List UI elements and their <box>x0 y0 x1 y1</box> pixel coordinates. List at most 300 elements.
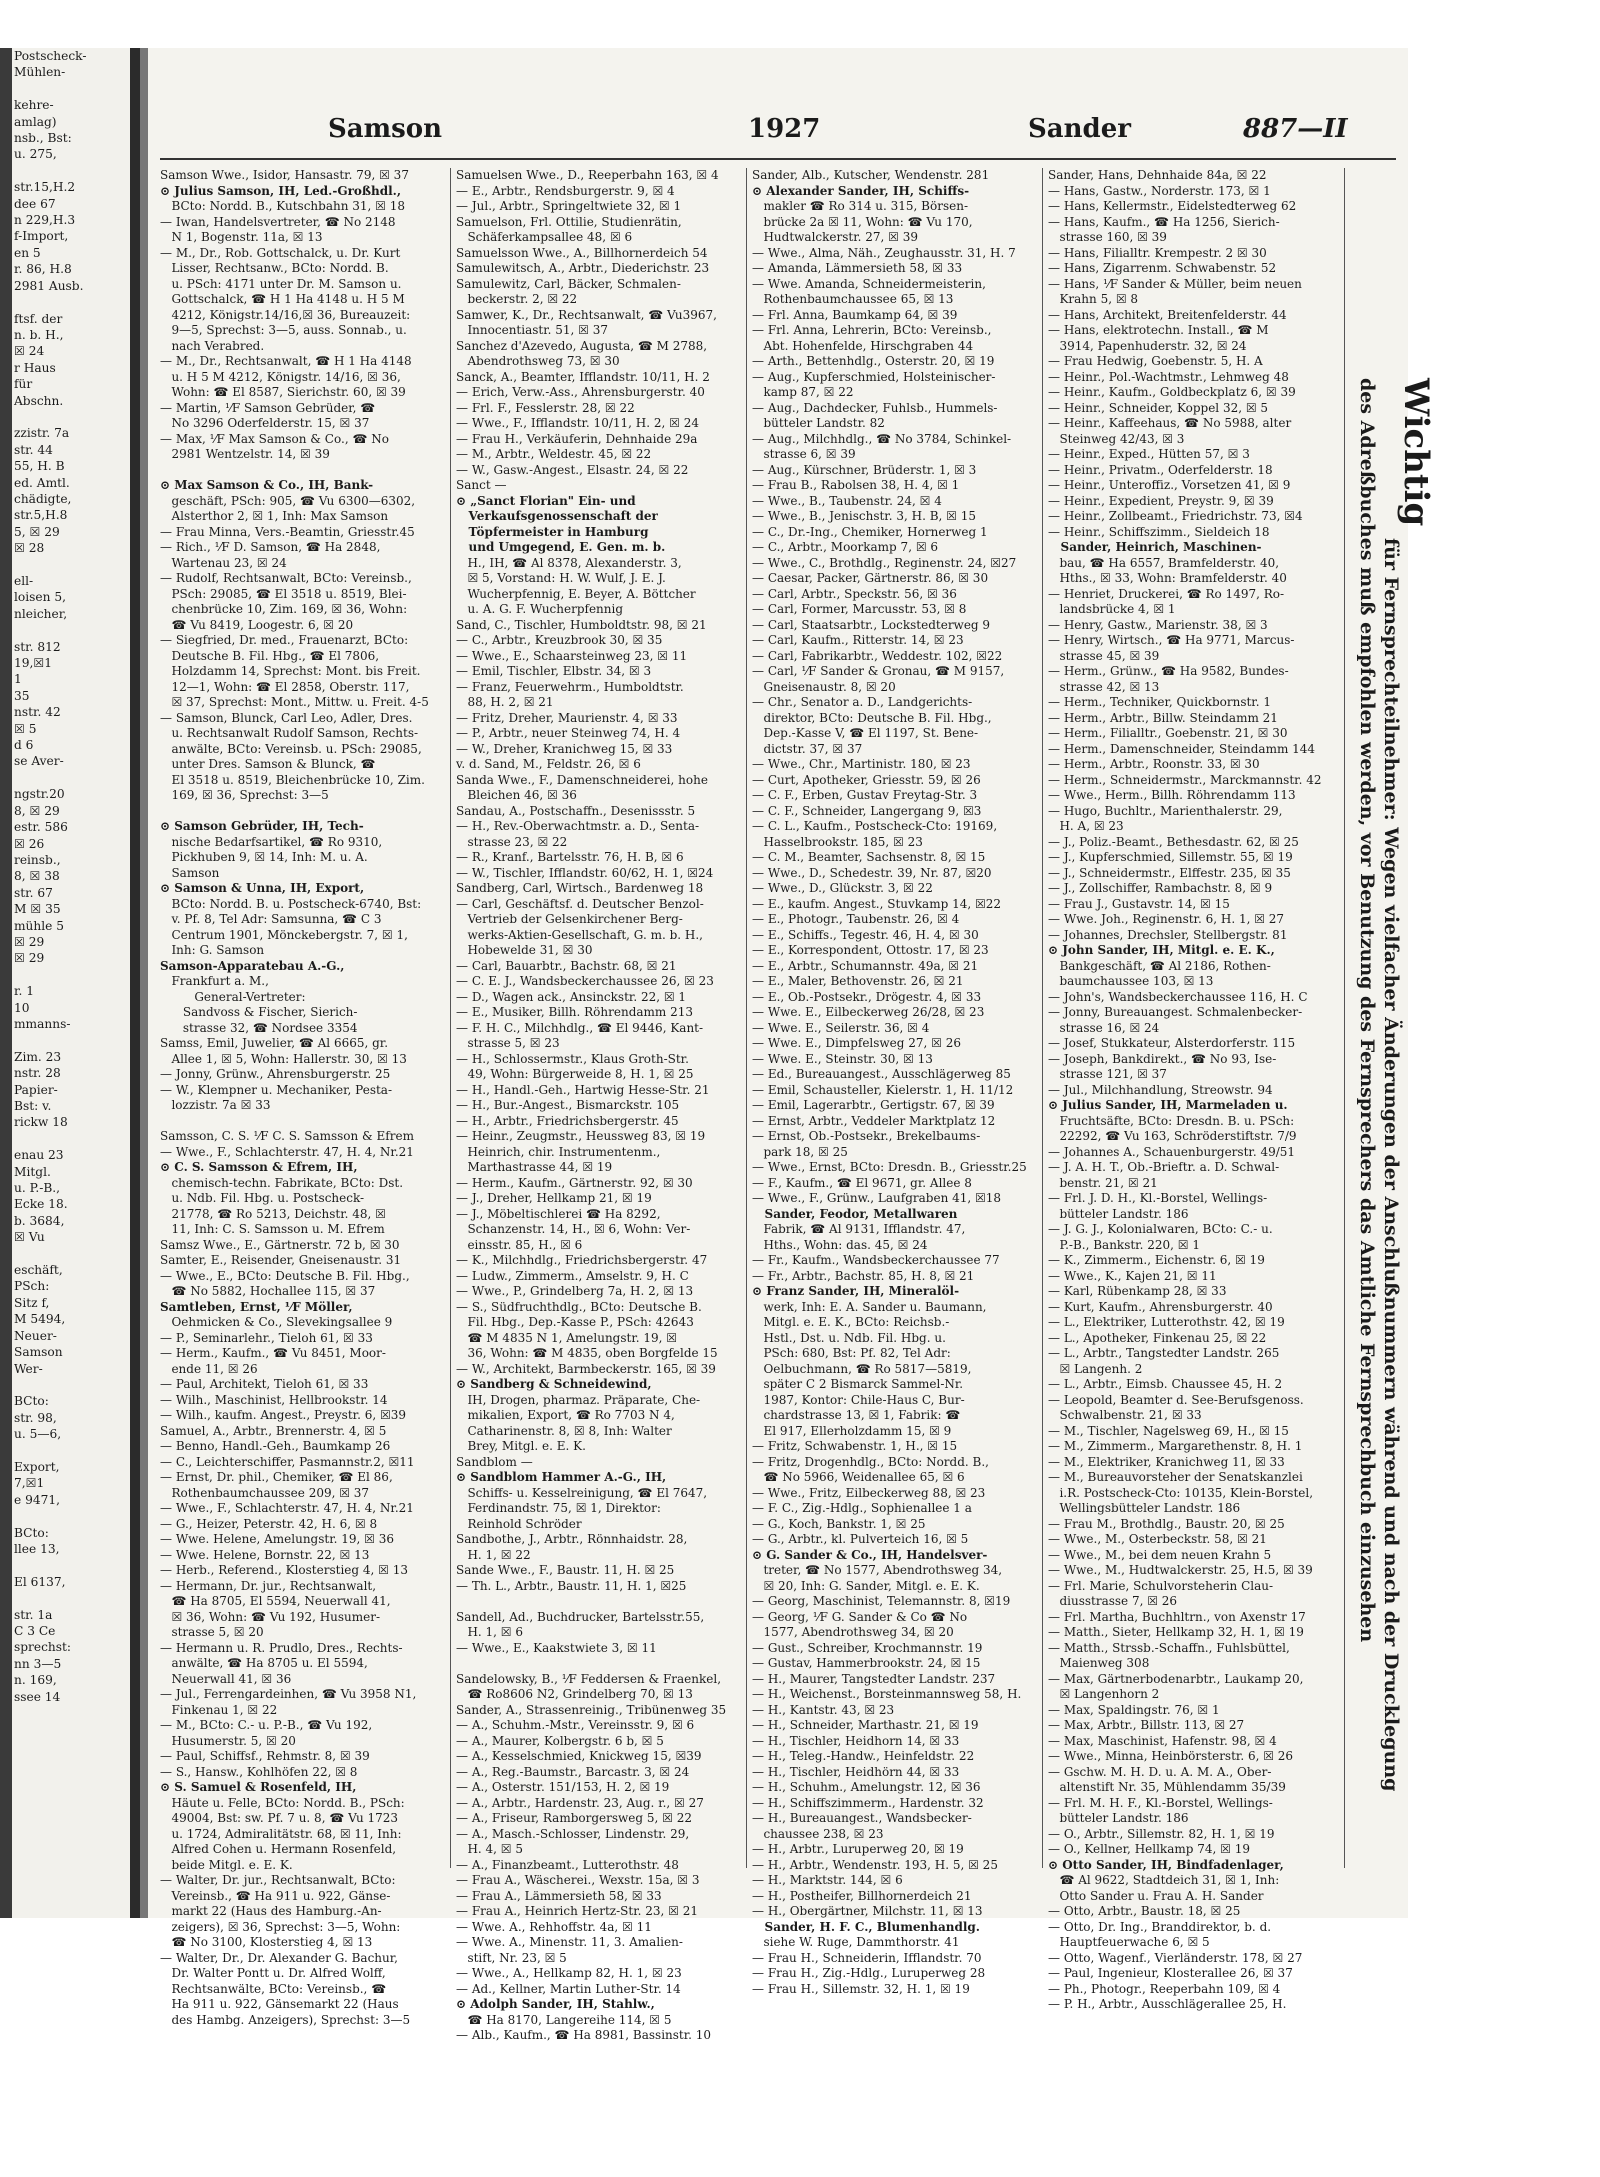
fragment-line: r. 86, H.8 <box>14 262 72 277</box>
directory-entry: Abt. Hohenfelde, Hirschgraben 44 <box>752 338 974 353</box>
fragment-line: Wer- <box>14 1361 43 1376</box>
directory-entry: — Caesar, Packer, Gärtnerstr. 86, ☒ 30 <box>752 571 989 585</box>
directory-entry: beide Mitgl. e. E. K. <box>160 1857 293 1872</box>
directory-entry: Sander, H. F. C., Blumenhandlg. <box>752 1919 980 1934</box>
directory-entry: Verkaufsgenossenschaft der <box>456 509 658 523</box>
directory-entry: Sandbothe, J., Arbtr., Rönnhaidstr. 28, <box>456 1532 688 1546</box>
directory-entry: — F. C., Zig.-Hdlg., Sophienallee 1 a <box>752 1501 972 1515</box>
fragment-line <box>12 294 130 310</box>
directory-entry: strasse 45, ☒ 39 <box>1048 648 1160 663</box>
fragment-line: ☒ 24 <box>14 344 45 359</box>
directory-entry: — Heinr., Zeugmstr., Heussweg 83, ☒ 19 <box>456 1129 706 1143</box>
fragment-line: r Haus <box>14 360 56 375</box>
directory-entry: — C. L., Kaufm., Postscheck-Cto: 19169, <box>752 819 998 833</box>
column-1 <box>160 168 445 2027</box>
directory-entry: Häute u. Felle, BCto: Nordd. B., PSch: <box>160 1795 405 1810</box>
directory-entry: — Wwe., E., Kaakstwiete 3, ☒ 11 <box>456 1640 657 1655</box>
fragment-line <box>12 622 130 638</box>
directory-entry: Holzdamm 14, Sprechst: Mont. bis Freit. <box>160 664 421 678</box>
directory-entry: — Jonny, Bureauangest. Schmalenbecker- <box>1048 1005 1303 1019</box>
fragment-line <box>12 81 130 97</box>
directory-entry: bütteler Landstr. 186 <box>1048 1811 1189 1825</box>
directory-entry: — H., Weichenst., Borsteinmannsweg 58, H. <box>752 1687 1022 1701</box>
directory-entry: — H., Schneider, Marthastr. 21, ☒ 19 <box>752 1718 979 1732</box>
directory-entry: 3914, Papenhuderstr. 32, ☒ 24 <box>1048 338 1247 353</box>
directory-entry: v. d. Sand, M., Feldstr. 26, ☒ 6 <box>456 757 641 771</box>
sidebar-notice <box>1358 378 1448 1878</box>
fragment-line: PSch: <box>14 1279 50 1294</box>
directory-entry: ⊙ Julius Sander, IH, Marmeladen u. <box>1048 1098 1288 1112</box>
directory-entry: Maienweg 308 <box>1048 1656 1150 1670</box>
directory-entry: — Hans, Gastw., Norderstr. 173, ☒ 1 <box>1048 183 1271 198</box>
directory-entry: Hths., ☒ 33, Wohn: Bramfelderstr. 40 <box>1048 571 1287 585</box>
fragment-line <box>12 1377 130 1393</box>
directory-entry: ☎ No 5966, Weidenallee 65, ☒ 6 <box>752 1470 965 1484</box>
directory-entry: Reinhold Schröder <box>456 1516 582 1531</box>
directory-entry: später C 2 Bismarck Sammel-Nr. <box>752 1377 964 1391</box>
directory-entry: Steinweg 42/43, ☒ 3 <box>1048 431 1185 446</box>
directory-entry: Sander, Hans, Dehnhaide 84a, ☒ 22 <box>1048 168 1267 182</box>
fragment-line: ☒ 28 <box>14 541 45 556</box>
directory-entry: — Hans, ⅟F Sander & Müller, beim neuen <box>1048 276 1302 291</box>
fragment-line: nstr. 42 <box>14 705 61 720</box>
directory-entry: — A., Kesselschmied, Knickweg 15, ☒39 <box>456 1749 702 1763</box>
fragment-line: 7,☒1 <box>14 1476 45 1491</box>
directory-entry: Rechtsanwälte, BCto: Vereinsb., ☎ <box>160 1981 387 1996</box>
header-last-name: Sander <box>1028 114 1131 144</box>
directory-entry: — Karl, Rübenkamp 28, ☒ 33 <box>1048 1284 1227 1298</box>
directory-entry: — J., Dreher, Hellkamp 21, ☒ 19 <box>456 1191 652 1205</box>
directory-entry: — L., Apotheker, Finkenau 25, ☒ 22 <box>1048 1330 1267 1345</box>
directory-entry: ⊙ „Sanct Florian" Ein- und <box>456 493 636 508</box>
directory-entry: — C. F., Erben, Gustav Freytag-Str. 3 <box>752 788 978 802</box>
directory-entry: Neuerwall 41, ☒ 36 <box>160 1671 292 1686</box>
directory-entry: IH, Drogen, pharmaz. Präparate, Che- <box>456 1392 701 1407</box>
directory-entry: — Frau H., Verkäuferin, Dehnhaide 29a <box>456 431 698 446</box>
directory-entry: — Amanda, Lämmersieth 58, ☒ 33 <box>752 261 963 275</box>
directory-entry: — Frl. Martha, Buchhltrn., von Axenstr 17 <box>1048 1609 1306 1624</box>
fragment-line: 19,☒1 <box>14 656 53 671</box>
directory-entry: — E., Korrespondent, Ottostr. 17, ☒ 23 <box>752 943 989 957</box>
fragment-line: El 6137, <box>14 1574 66 1589</box>
directory-entry: mikalien, Export, ☎ Ro 7703 N 4, <box>456 1408 675 1422</box>
directory-entry: — Wwe., B., Taubenstr. 24, ☒ 4 <box>752 493 942 508</box>
directory-entry: strasse 23, ☒ 22 <box>456 834 568 849</box>
directory-entry: chardstrasse 13, ☒ 1, Fabrik: ☎ <box>752 1408 961 1422</box>
directory-entry: — A., Maurer, Kolbergstr. 6 b, ☒ 5 <box>456 1733 664 1748</box>
directory-entry: benstr. 21, ☒ 21 <box>1048 1175 1158 1190</box>
directory-entry: ☒ 5, Vorstand: H. W. Wulf, J. E. J. <box>456 571 666 585</box>
directory-entry: Sander, Heinrich, Maschinen- <box>1048 540 1262 554</box>
fragment-line: Bst: v. <box>14 1099 52 1113</box>
directory-entry: — G., Arbtr., kl. Pulverteich 16, ☒ 5 <box>752 1532 969 1546</box>
directory-entry: 169, ☒ 36, Sprechst: 3—5 <box>160 788 329 802</box>
directory-entry: N 1, Bogenstr. 11a, ☒ 13 <box>160 230 323 244</box>
directory-entry: strasse 121, ☒ 37 <box>1048 1067 1167 1081</box>
directory-entry: werks-Aktien-Gesellschaft, G. m. b. H., <box>456 927 703 942</box>
directory-entry: strasse 5, ☒ 20 <box>160 1625 264 1639</box>
directory-entry: — Jonny, Grünw., Ahrensburgerstr. 25 <box>160 1067 391 1081</box>
directory-entry: Finkenau 1, ☒ 22 <box>160 1702 278 1717</box>
directory-entry: — Wwe., E., BCto: Deutsche B. Fil. Hbg., <box>160 1268 410 1283</box>
fragment-line: amlag) <box>14 114 57 129</box>
column-3 <box>752 168 1037 1996</box>
directory-entry: Allee 1, ☒ 5, Wohn: Hallerstr. 30, ☒ 13 <box>160 1051 407 1066</box>
fragment-line: str. 812 <box>14 639 61 654</box>
directory-entry: — Emil, Tischler, Elbstr. 34, ☒ 3 <box>456 664 652 678</box>
directory-entry: ☎ No 3100, Klosterstieg 4, ☒ 13 <box>160 1935 373 1949</box>
directory-entry: H. 1, ☒ 22 <box>456 1547 531 1562</box>
fragment-line <box>12 163 130 179</box>
directory-entry: — Rich., ⅟F D. Samson, ☎ Ha 2848, <box>160 540 381 554</box>
directory-entry: — W., Gasw.-Angest., Elsastr. 24, ☒ 22 <box>456 462 689 477</box>
directory-entry: — L., Arbtr., Eimsb. Chaussee 45, H. 2 <box>1048 1377 1283 1391</box>
directory-entry: ⊙ Franz Sander, IH, Mineralöl- <box>752 1284 960 1298</box>
directory-entry: ☒ Langenhorn 2 <box>1048 1687 1160 1701</box>
directory-entry: — Jul., Ferrengardeinhen, ☎ Vu 3958 N1, <box>160 1687 417 1701</box>
directory-entry: — C., Arbtr., Moorkamp 7, ☒ 6 <box>752 540 939 554</box>
directory-entry: — Hans, Architekt, Breitenfelderstr. 44 <box>1048 307 1287 322</box>
fragment-line <box>12 770 130 786</box>
directory-entry: — Heinr., Schneider, Koppel 32, ☒ 5 <box>1048 400 1269 415</box>
directory-entry: kamp 87, ☒ 22 <box>752 385 854 399</box>
directory-entry: — H., Schiffszimmerm., Hardenstr. 32 <box>752 1795 984 1810</box>
directory-entry: — Wwe., A., Hellkamp 82, H. 1, ☒ 23 <box>456 1966 682 1980</box>
directory-entry: — Wwe. E., Dimpfelsweg 27, ☒ 26 <box>752 1036 962 1050</box>
directory-entry: — E., Arbtr., Schumannstr. 49a, ☒ 21 <box>752 958 979 973</box>
directory-entry: — H., Arbtr., Luruperweg 20, ☒ 19 <box>752 1842 964 1856</box>
directory-entry: 49, Wohn: Bürgerweide 8, H. 1, ☒ 25 <box>456 1067 694 1081</box>
directory-entry: chaussee 238, ☒ 23 <box>752 1826 884 1841</box>
directory-entry: — Herm., Grünw., ☎ Ha 9582, Bundes- <box>1048 664 1289 678</box>
directory-entry: Hstl., Dst. u. Ndb. Fil. Hbg. u. <box>752 1330 946 1345</box>
directory-entry: — F. H. C., Milchhdlg., ☎ El 9446, Kant- <box>456 1020 704 1035</box>
directory-entry: Sander, A., Strassenreinig., Tribünenweg 35 <box>456 1702 727 1717</box>
directory-entry: treter, ☎ No 1577, Abendrothsweg 34, <box>752 1563 1003 1577</box>
directory-entry: 1987, Kontor: Chile-Haus C, Bur- <box>752 1392 965 1407</box>
directory-entry: u. Ndb. Fil. Hbg. u. Postscheck- <box>160 1191 365 1205</box>
directory-entry: Deutsche B. Fil. Hbg., ☎ El 7806, <box>160 648 380 663</box>
directory-entry: Brey, Mitgl. e. E. K. <box>456 1439 586 1453</box>
directory-entry: — Carl, Arbtr., Speckstr. 56, ☒ 36 <box>752 586 957 601</box>
directory-entry: Dep.-Kasse V, ☎ El 1197, St. Bene- <box>752 726 979 740</box>
directory-entry: — Hans, elektrotechn. Install., ☎ M <box>1048 323 1269 337</box>
directory-entry: — Ernst, Dr. phil., Chemiker, ☎ El 86, <box>160 1470 393 1484</box>
directory-entry: — Samson, Blunck, Carl Leo, Adler, Dres. <box>160 710 413 725</box>
directory-entry: Oehmicken & Co., Slevekingsallee 9 <box>160 1315 393 1329</box>
directory-entry: — Frl. Anna, Baumkamp 64, ☒ 39 <box>752 307 958 322</box>
directory-entry: — Frau A., Lämmersieth 58, ☒ 33 <box>456 1888 662 1903</box>
directory-entry: zeigers), ☒ 36, Sprechst: 3—5, Wohn: <box>160 1919 401 1934</box>
fragment-line: BCto: <box>14 1525 49 1540</box>
directory-entry: ⊙ G. Sander & Co., IH, Handelsver- <box>752 1547 988 1562</box>
directory-entry: ☎ No 5882, Hochallee 115, ☒ 37 <box>160 1284 376 1298</box>
directory-entry: — Wwe., D., Glückstr. 3, ☒ 22 <box>752 881 933 895</box>
directory-entry: — J. G. J., Kolonialwaren, BCto: C.- u. <box>1048 1222 1273 1236</box>
directory-entry: — Herm., Damenschneider, Steindamm 144 <box>1048 741 1316 756</box>
directory-entry: ⊙ Samson & Unna, IH, Export, <box>160 881 365 895</box>
directory-entry: — J., Möbeltischlerei ☎ Ha 8292, <box>456 1206 661 1221</box>
directory-page <box>148 48 1436 2042</box>
directory-entry: — Walter, Dr., Dr. Alexander G. Bachur, <box>160 1950 398 1965</box>
directory-entry: Samson-Apparatebau A.-G., <box>160 958 345 973</box>
directory-entry: strasse 16, ☒ 24 <box>1048 1020 1160 1035</box>
directory-entry: — Herm., Kaufm., ☎ Vu 8451, Moor- <box>160 1346 386 1360</box>
directory-entry: — Herm., Arbtr., Billw. Steindamm 21 <box>1048 710 1278 725</box>
fragment-line: zzistr. 7a <box>14 426 70 441</box>
directory-entry: — Wwe., Alma, Näh., Zeughausstr. 31, H. 7 <box>752 245 1016 260</box>
directory-entry: — Fritz, Drogenhdlg., BCto: Nordd. B., <box>752 1454 989 1469</box>
directory-entry: ☒ 37, Sprechst: Mont., Mittw. u. Freit. 4-5 <box>160 695 429 709</box>
directory-entry: — E., Maler, Bethovenstr. 26, ☒ 21 <box>752 974 964 988</box>
directory-entry: PSch: 29085, ☎ El 3518 u. 8519, Blei- <box>160 586 407 601</box>
header-page-number: 887—II <box>1243 114 1348 144</box>
directory-entry: ☒ 20, Inh: G. Sander, Mitgl. e. E. K. <box>752 1578 980 1593</box>
directory-entry: Töpfermeister in Hamburg <box>456 524 649 539</box>
directory-entry: ☎ M 4835 N 1, Amelungstr. 19, ☒ <box>456 1330 678 1345</box>
directory-entry: — H., Bur.-Angest., Bismarckstr. 105 <box>456 1098 680 1112</box>
directory-entry: Sandau, A., Postschaffn., Desenissstr. 5 <box>456 803 696 818</box>
directory-entry: — P., Arbtr., neuer Steinweg 74, H. 4 <box>456 726 681 740</box>
directory-entry: bütteler Landstr. 82 <box>752 416 885 430</box>
directory-entry: — Gust., Schreiber, Krochmannstr. 19 <box>752 1640 983 1655</box>
directory-entry: Wellingsbütteler Landstr. 186 <box>1048 1501 1241 1515</box>
directory-entry: 9—5, Sprechst: 3—5, auss. Sonnab., u. <box>160 323 407 337</box>
directory-entry: Sand, C., Tischler, Humboldtstr. 98, ☒ 21 <box>456 617 707 632</box>
directory-entry: chemisch-techn. Fabrikate, BCto: Dst. <box>160 1175 404 1190</box>
directory-entry: Dr. Walter Pontt u. Dr. Alfred Wolff, <box>160 1966 386 1980</box>
directory-entry: — Herm., Arbtr., Roonstr. 33, ☒ 30 <box>1048 757 1260 771</box>
directory-entry: Sande Wwe., F., Baustr. 11, H. ☒ 25 <box>456 1563 675 1577</box>
directory-entry: Inh: G. Samson <box>160 943 265 957</box>
fragment-line: str. 98, <box>14 1410 57 1425</box>
directory-entry <box>160 804 445 820</box>
directory-entry: Lisser, Rechtsanw., BCto: Nordd. B. <box>160 261 389 275</box>
directory-entry: Samulewitz, Carl, Bäcker, Schmalen- <box>456 276 681 291</box>
directory-entry: — H., Bureauangest., Wandsbecker- <box>752 1811 972 1825</box>
fragment-line: Papier- <box>14 1082 58 1097</box>
fragment-line: 8, ☒ 29 <box>14 803 60 818</box>
header-first-name: Samson <box>328 114 443 144</box>
directory-entry: — M., Elektriker, Kranichweg 11, ☒ 33 <box>1048 1454 1285 1469</box>
directory-entry: — Franz, Feuerwehrm., Humboldtstr. <box>456 679 684 694</box>
directory-entry: — Wwe. E., Seilerstr. 36, ☒ 4 <box>752 1020 930 1035</box>
directory-entry: Pickhuben 9, ☒ 14, Inh: M. u. A. <box>160 850 368 864</box>
fragment-line: Abschn. <box>14 393 64 408</box>
directory-entry: Sanda Wwe., F., Damenschneiderei, hohe <box>456 772 708 787</box>
column-4 <box>1048 168 1338 2011</box>
directory-entry: Gneisenaustr. 8, ☒ 20 <box>752 679 896 694</box>
directory-entry: — Frau M., Brothdlg., Baustr. 20, ☒ 25 <box>1048 1516 1285 1531</box>
directory-entry: — W., Architekt, Barmbeckerstr. 165, ☒ 39 <box>456 1361 716 1376</box>
directory-entry: — Ludw., Zimmerm., Amselstr. 9, H. C <box>456 1268 689 1283</box>
directory-entry: — Frl. Marie, Schulvorsteherin Clau- <box>1048 1578 1274 1593</box>
fragment-line: 5, ☒ 29 <box>14 524 60 539</box>
directory-entry: u. H 5 M 4212, Königstr. 14/16, ☒ 36, <box>160 369 401 384</box>
notice-title: Wichtig <box>1396 378 1436 527</box>
fragment-line: ☒ 5 <box>14 721 37 736</box>
directory-entry: — Gschw. M. H. D. u. A. M. A., Ober- <box>1048 1764 1272 1779</box>
directory-entry: lozzistr. 7a ☒ 33 <box>160 1098 271 1112</box>
directory-entry: Samuelsen Wwe., D., Reeperbahn 163, ☒ 4 <box>456 168 719 182</box>
directory-entry: ☎ Ha 8705, El 5594, Neuerwall 41, <box>160 1594 391 1608</box>
fragment-line: sprechst: <box>14 1640 72 1655</box>
directory-entry: — C. F., Schneider, Langergang 9, ☒3 <box>752 803 982 818</box>
directory-entry: — Otto, Arbtr., Baustr. 18, ☒ 25 <box>1048 1904 1241 1918</box>
directory-entry: Samson <box>160 865 220 880</box>
directory-entry: — A., Schuhm.-Mstr., Vereinsstr. 9, ☒ 6 <box>456 1718 695 1732</box>
directory-entry: strasse 6, ☒ 39 <box>752 447 856 461</box>
directory-entry: Ferdinandstr. 75, ☒ 1, Direktor: <box>456 1501 661 1515</box>
directory-entry: Rothenbaumchaussee 209, ☒ 37 <box>160 1485 370 1500</box>
fragment-line: u. 275, <box>14 147 57 162</box>
directory-entry: — Frl. Anna, Lehrerin, BCto: Vereinsb., <box>752 323 992 337</box>
directory-entry: — Wwe., K., Kajen 21, ☒ 11 <box>1048 1268 1217 1283</box>
directory-entry: — H., Postheifer, Billhornerdeich 21 <box>752 1888 972 1903</box>
directory-entry: — A., Reg.-Baumstr., Barcastr. 3, ☒ 24 <box>456 1764 690 1779</box>
directory-entry: Sandell, Ad., Buchdrucker, Bartelsstr.55, <box>456 1609 705 1624</box>
directory-entry: Hauptfeuerwache 6, ☒ 5 <box>1048 1935 1210 1949</box>
directory-entry: — Ernst, Arbtr., Veddeler Marktplatz 12 <box>752 1113 996 1128</box>
directory-entry: — L., Arbtr., Tangstedter Landstr. 265 <box>1048 1346 1280 1360</box>
fragment-line: ssee 14 <box>14 1689 61 1704</box>
directory-entry: — J., Kupferschmied, Sillemstr. 55, ☒ 19 <box>1048 850 1293 864</box>
directory-entry: — A., Friseur, Ramborgersweg 5, ☒ 22 <box>456 1811 692 1825</box>
directory-entry: Schäferkampsallee 48, ☒ 6 <box>456 230 633 244</box>
directory-entry: — Wwe., M., bei dem neuen Krahn 5 <box>1048 1547 1272 1562</box>
directory-entry: — Siegfried, Dr. med., Frauenarzt, BCto: <box>160 633 409 647</box>
directory-entry: — Wwe. A., Minenstr. 11, 3. Amalien- <box>456 1935 683 1949</box>
directory-entry: 2981 Wentzelstr. 14, ☒ 39 <box>160 447 330 461</box>
directory-entry: Bankgeschäft, ☎ Al 2186, Rothen- <box>1048 958 1271 973</box>
directory-entry: ☒ Langenh. 2 <box>1048 1361 1143 1376</box>
fragment-line: Neuer- <box>14 1328 57 1343</box>
directory-entry: — O., Kellner, Hellkamp 74, ☒ 19 <box>1048 1842 1250 1856</box>
directory-entry: strasse 160, ☒ 39 <box>1048 230 1167 244</box>
directory-entry: — Arth., Bettenhdlg., Osterstr. 20, ☒ 19 <box>752 354 995 368</box>
directory-entry: Krahn 5, ☒ 8 <box>1048 292 1139 306</box>
directory-entry: direktor, BCto: Deutsche B. Fil. Hbg., <box>752 710 992 725</box>
directory-entry: — E., Schiffs., Tegestr. 46, H. 4, ☒ 30 <box>752 927 979 942</box>
directory-entry: Abendrothsweg 73, ☒ 30 <box>456 354 620 368</box>
directory-entry: — Otto, Dr. Ing., Branddirektor, b. d. <box>1048 1919 1272 1934</box>
directory-entry: — Herb., Referend., Klosterstieg 4, ☒ 13 <box>160 1563 408 1577</box>
directory-entry: — Aug., Milchhdlg., ☎ No 3784, Schinkel- <box>752 431 1012 446</box>
directory-entry: — C., Leichterschiffer, Pasmannstr.2, ☒11 <box>160 1454 415 1469</box>
directory-entry: — Hans, Filialltr. Krempestr. 2 ☒ 30 <box>1048 245 1267 260</box>
fragment-line <box>12 1443 130 1459</box>
directory-entry: — Henriet, Druckerei, ☎ Ro 1497, Ro- <box>1048 586 1285 601</box>
fragment-line: u. 5—6, <box>14 1427 62 1442</box>
directory-entry: ⊙ Adolph Sander, IH, Stahlw., <box>456 1997 655 2011</box>
directory-entry: — Max, Spaldingstr. 76, ☒ 1 <box>1048 1702 1220 1717</box>
fragment-line: dee 67 <box>14 196 56 211</box>
header-rule <box>160 158 1396 160</box>
directory-entry: — Ad., Kellner, Martin Luther-Str. 14 <box>456 1981 681 1996</box>
directory-entry: Sanct — <box>456 478 507 492</box>
directory-entry: — Frl. J. D. H., Kl.-Borstel, Wellings- <box>1048 1191 1268 1205</box>
directory-entry: 12—1, Wohn: ☎ El 2858, Oberstr. 117, <box>160 679 410 694</box>
directory-entry: — Chr., Senator a. D., Landgerichts- <box>752 695 973 709</box>
directory-entry <box>456 1656 741 1672</box>
book-gutter-shade <box>140 48 148 1918</box>
column-divider <box>450 168 451 1868</box>
directory-entry: Sander, Alb., Kutscher, Wendenstr. 281 <box>752 168 990 182</box>
directory-entry: bau, ☎ Ha 6557, Bramfelderstr. 40, <box>1048 555 1280 570</box>
directory-entry: — W., Dreher, Kranichweg 15, ☒ 33 <box>456 741 673 756</box>
fragment-line: für <box>14 377 33 392</box>
directory-entry: — Johannes A., Schauenburgerstr. 49/51 <box>1048 1144 1296 1159</box>
directory-entry: — Wwe., F., Schlachterstr. 47, H. 4, Nr.21 <box>160 1144 414 1159</box>
directory-entry: — Matth., Strssb.-Schaffn., Fuhlsbüttel, <box>1048 1640 1290 1655</box>
directory-entry: — Max, Gärtnerbodenarbtr., Laukamp 20, <box>1048 1671 1304 1686</box>
directory-entry: — Wwe., P., Grindelberg 7a, H. 2, ☒ 13 <box>456 1284 694 1298</box>
column-divider <box>1344 168 1345 1868</box>
fragment-line: nleicher, <box>14 606 68 621</box>
directory-entry: — H., Tischler, Heidhorn 14, ☒ 33 <box>752 1733 960 1748</box>
fragment-line: ell- <box>14 574 34 588</box>
directory-entry: — L., Elektriker, Lutterothstr. 42, ☒ 19 <box>1048 1315 1285 1329</box>
fragment-line: nn 3—5 <box>14 1656 62 1671</box>
directory-entry: — Frl. F., Fesslerstr. 28, ☒ 22 <box>456 400 635 415</box>
directory-entry: — Gustav, Hammerbrookstr. 24, ☒ 15 <box>752 1656 981 1670</box>
directory-entry: — Max, ⅟F Max Samson & Co., ☎ No <box>160 431 389 446</box>
directory-entry: — Wwe., C., Brothdlg., Reginenstr. 24, ☒27 <box>752 555 1017 570</box>
directory-entry: park 18, ☒ 25 <box>752 1144 848 1159</box>
directory-entry: Innocentiastr. 51, ☒ 37 <box>456 323 608 337</box>
directory-entry <box>160 1114 445 1130</box>
directory-entry: ⊙ Julius Samson, IH, Led.-Großhdl., <box>160 183 402 198</box>
column-2 <box>456 168 741 2042</box>
directory-entry: Sandblom — <box>456 1454 533 1469</box>
fragment-line: r. 1 <box>14 984 34 999</box>
directory-entry: — Heinr., Kaffeehaus, ☎ No 5988, alter <box>1048 416 1292 430</box>
directory-entry: — Jul., Milchhandlung, Streowstr. 94 <box>1048 1082 1273 1097</box>
directory-entry: ⊙ Max Samson & Co., IH, Bank- <box>160 478 374 492</box>
directory-entry: — Th. L., Arbtr., Baustr. 11, H. 1, ☒25 <box>456 1578 687 1593</box>
directory-entry: Samulewitsch, A., Arbtr., Diederichstr. 23 <box>456 261 710 275</box>
directory-entry: — E., kaufm. Angest., Stuvkamp 14, ☒22 <box>752 896 1001 911</box>
directory-entry: — J., Schneidermstr., Elffestr. 235, ☒ 35 <box>1048 865 1291 880</box>
directory-entry: — Frau Hedwig, Goebenstr. 5, H. A <box>1048 354 1263 368</box>
fragment-line: ☒ 29 <box>14 934 45 949</box>
directory-entry: Sander, Feodor, Metallwaren <box>752 1206 958 1221</box>
fragment-line <box>12 1590 130 1606</box>
fragment-line: str.5,H.8 <box>14 508 68 523</box>
directory-entry: strasse 42, ☒ 13 <box>1048 679 1160 694</box>
fragment-line: ftsf. der <box>14 311 63 326</box>
directory-entry: Vertrieb der Gelsenkirchener Berg- <box>456 912 683 926</box>
directory-entry: i.R. Postscheck-Cto: 10135, Klein-Borstel, <box>1048 1485 1314 1500</box>
directory-entry: — Wilh., kaufm. Angest., Preystr. 6, ☒39 <box>160 1408 406 1422</box>
directory-entry: — Wwe. E., Eilbeckerweg 26/28, ☒ 23 <box>752 1005 985 1019</box>
fragment-line: BCto: <box>14 1394 49 1409</box>
header-year: 1927 <box>748 114 821 144</box>
directory-entry: — H., Schlossermstr., Klaus Groth-Str. <box>456 1051 689 1066</box>
directory-entry: ⊙ Alexander Sander, IH, Schiffs- <box>752 183 970 198</box>
fragment-line: ☒ Vu <box>14 1230 45 1245</box>
directory-entry: markt 22 (Haus des Hamburg.-An- <box>160 1904 382 1918</box>
directory-entry: — Hugo, Buchltr., Marienthalerstr. 29, <box>1048 803 1283 818</box>
fragment-line: ☒ 26 <box>14 836 45 851</box>
directory-entry: — Leopold, Beamter d. See-Berufsgenoss. <box>1048 1392 1304 1407</box>
directory-entry: — Wwe., F., Ifflandstr. 10/11, H. 2, ☒ 24 <box>456 416 699 430</box>
directory-entry: — Frl. M. H. F., Kl.-Borstel, Wellings- <box>1048 1795 1273 1810</box>
fragment-line: Samson <box>14 1345 63 1360</box>
fragment-line: nstr. 28 <box>14 1066 61 1081</box>
fragment-line: ngstr.20 <box>14 787 65 802</box>
directory-entry: — C., Dr.-Ing., Chemiker, Hornerweg 1 <box>752 524 988 539</box>
